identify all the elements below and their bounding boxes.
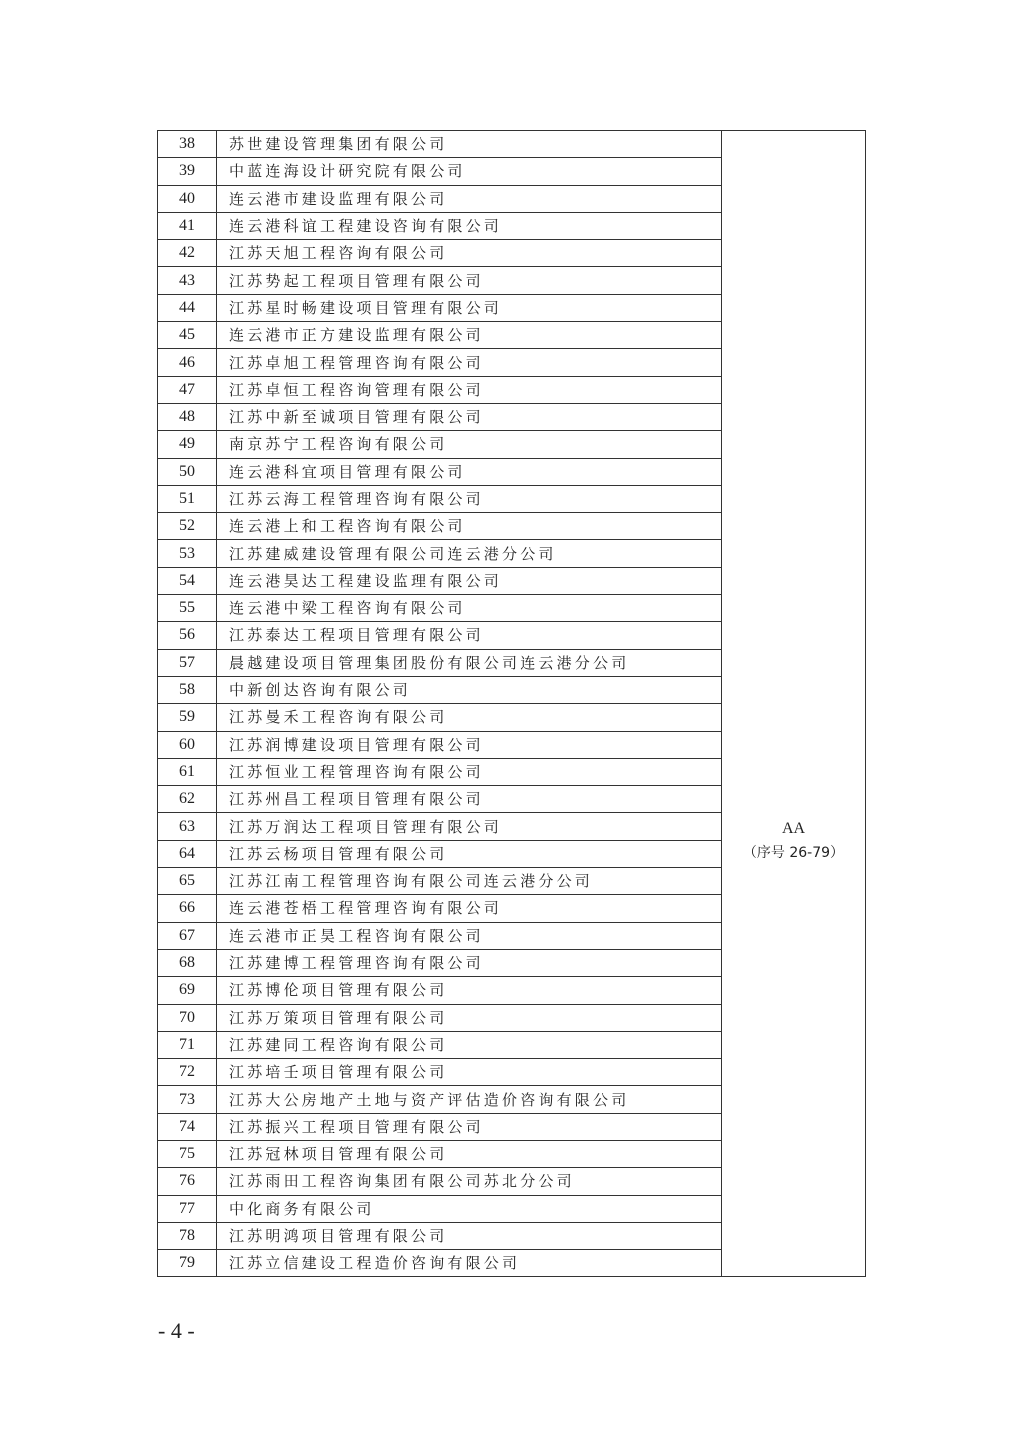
company-name: 江苏建同工程咨询有限公司: [217, 1031, 722, 1058]
grade-cell: [722, 131, 866, 1277]
row-number: 76: [158, 1168, 217, 1195]
row-number: 48: [158, 403, 217, 430]
company-name: 连云港科谊工程建设咨询有限公司: [217, 212, 722, 239]
row-number: 42: [158, 240, 217, 267]
company-name: 江苏明鸿项目管理有限公司: [217, 1222, 722, 1249]
row-number: 53: [158, 540, 217, 567]
company-name: 江苏势起工程项目管理有限公司: [217, 267, 722, 294]
row-number: 64: [158, 840, 217, 867]
table-row: [158, 131, 866, 158]
company-name: 江苏建威建设管理有限公司连云港分公司: [217, 540, 722, 567]
row-number: 41: [158, 212, 217, 239]
row-number: 57: [158, 649, 217, 676]
row-number: 62: [158, 786, 217, 813]
row-number: 66: [158, 895, 217, 922]
grade-level: AA: [781, 820, 806, 837]
row-number: 51: [158, 485, 217, 512]
grade-range-note: （序号 26-79）: [742, 845, 845, 861]
company-name: 江苏泰达工程项目管理有限公司: [217, 622, 722, 649]
page-number: - 4 -: [158, 1318, 195, 1343]
row-number: 43: [158, 267, 217, 294]
company-name: 江苏卓恒工程咨询管理有限公司: [217, 376, 722, 403]
company-name: 江苏振兴工程项目管理有限公司: [217, 1113, 722, 1140]
company-name: 江苏万润达工程项目管理有限公司: [217, 813, 722, 840]
row-number: 72: [158, 1059, 217, 1086]
company-name: 江苏云杨项目管理有限公司: [217, 840, 722, 867]
company-name: 江苏云海工程管理咨询有限公司: [217, 485, 722, 512]
company-name: 江苏建博工程管理咨询有限公司: [217, 949, 722, 976]
company-name: 南京苏宁工程咨询有限公司: [217, 431, 722, 458]
company-rating-table: [157, 130, 866, 1277]
company-name: 连云港科宜项目管理有限公司: [217, 458, 722, 485]
row-number: 63: [158, 813, 217, 840]
row-number: 49: [158, 431, 217, 458]
company-name: 连云港市正方建设监理有限公司: [217, 322, 722, 349]
company-name: 江苏曼禾工程咨询有限公司: [217, 704, 722, 731]
company-name: 中化商务有限公司: [217, 1195, 722, 1222]
company-name: 中蓝连海设计研究院有限公司: [217, 158, 722, 185]
row-number: 55: [158, 595, 217, 622]
company-name: 江苏立信建设工程造价咨询有限公司: [217, 1250, 722, 1277]
row-number: 61: [158, 758, 217, 785]
row-number: 52: [158, 513, 217, 540]
row-number: 70: [158, 1004, 217, 1031]
row-number: 39: [158, 158, 217, 185]
row-number: 67: [158, 922, 217, 949]
company-name: 江苏卓旭工程管理咨询有限公司: [217, 349, 722, 376]
company-name: 江苏冠林项目管理有限公司: [217, 1140, 722, 1167]
row-number: 79: [158, 1250, 217, 1277]
row-number: 78: [158, 1222, 217, 1249]
company-name: 江苏天旭工程咨询有限公司: [217, 240, 722, 267]
row-number: 58: [158, 676, 217, 703]
row-number: 54: [158, 567, 217, 594]
row-number: 45: [158, 322, 217, 349]
company-name: 江苏星时畅建设项目管理有限公司: [217, 294, 722, 321]
row-number: 59: [158, 704, 217, 731]
company-name: 连云港昊达工程建设监理有限公司: [217, 567, 722, 594]
row-number: 44: [158, 294, 217, 321]
company-name: 连云港市建设监理有限公司: [217, 185, 722, 212]
company-name: 江苏大公房地产土地与资产评估造价咨询有限公司: [217, 1086, 722, 1113]
row-number: 77: [158, 1195, 217, 1222]
company-name: 连云港市正昊工程咨询有限公司: [217, 922, 722, 949]
company-name: 江苏中新至诚项目管理有限公司: [217, 403, 722, 430]
company-name: 江苏恒业工程管理咨询有限公司: [217, 758, 722, 785]
company-name: 江苏润博建设项目管理有限公司: [217, 731, 722, 758]
row-number: 47: [158, 376, 217, 403]
row-number: 68: [158, 949, 217, 976]
company-name: 连云港上和工程咨询有限公司: [217, 513, 722, 540]
row-number: 40: [158, 185, 217, 212]
company-name: 中新创达咨询有限公司: [217, 676, 722, 703]
company-name: 连云港中梁工程咨询有限公司: [217, 595, 722, 622]
grade-label: [722, 817, 865, 865]
company-name: 江苏州昌工程项目管理有限公司: [217, 786, 722, 813]
row-number: 65: [158, 868, 217, 895]
company-name: 江苏培壬项目管理有限公司: [217, 1059, 722, 1086]
row-number: 60: [158, 731, 217, 758]
company-name: 连云港苍梧工程管理咨询有限公司: [217, 895, 722, 922]
row-number: 74: [158, 1113, 217, 1140]
row-number: 71: [158, 1031, 217, 1058]
row-number: 75: [158, 1140, 217, 1167]
company-name: 苏世建设管理集团有限公司: [217, 131, 722, 158]
row-number: 50: [158, 458, 217, 485]
row-number: 46: [158, 349, 217, 376]
company-name: 晨越建设项目管理集团股份有限公司连云港分公司: [217, 649, 722, 676]
row-number: 73: [158, 1086, 217, 1113]
company-name: 江苏雨田工程咨询集团有限公司苏北分公司: [217, 1168, 722, 1195]
row-number: 56: [158, 622, 217, 649]
company-name: 江苏江南工程管理咨询有限公司连云港分公司: [217, 868, 722, 895]
row-number: 38: [158, 131, 217, 158]
row-number: 69: [158, 977, 217, 1004]
company-name: 江苏博伦项目管理有限公司: [217, 977, 722, 1004]
company-name: 江苏万策项目管理有限公司: [217, 1004, 722, 1031]
